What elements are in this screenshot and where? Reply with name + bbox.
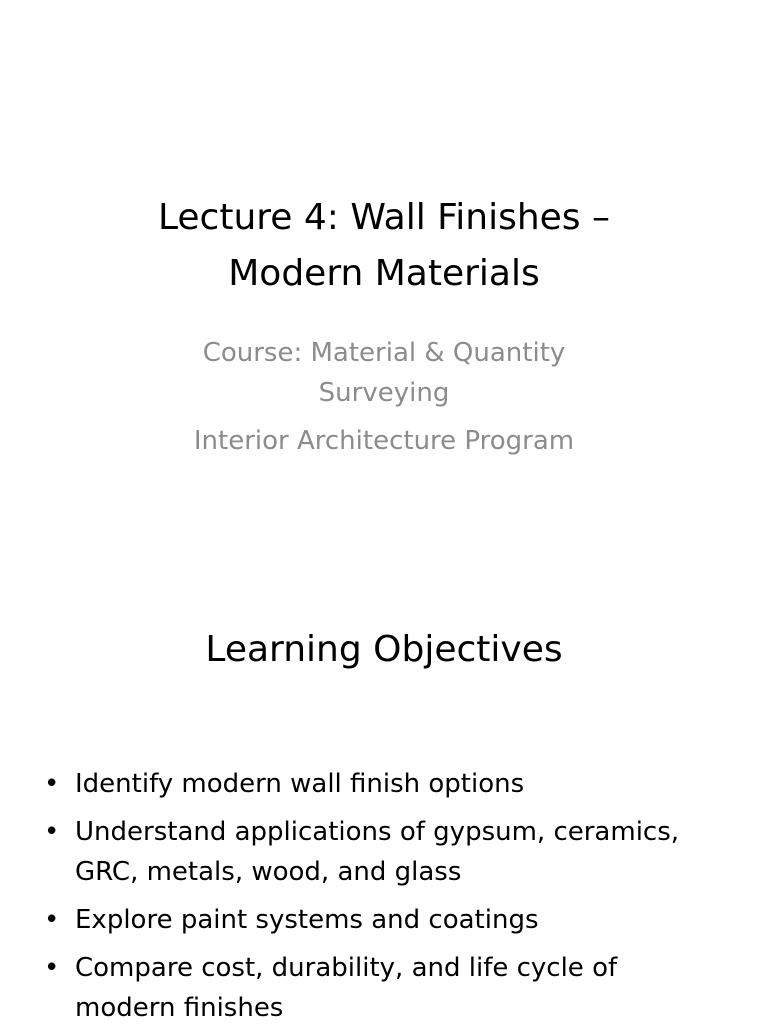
bullet-icon: • <box>44 769 60 799</box>
objective-text-line: GRC, metals, wood, and glass <box>75 857 462 887</box>
course-name-line-2: Surveying <box>318 378 450 408</box>
objective-text-line: Explore paint systems and coatings <box>75 905 539 935</box>
objective-text-line: modern finishes <box>75 993 284 1023</box>
objectives-slide <box>0 576 768 1024</box>
objective-text-line: Identify modern wall finish options <box>75 769 525 799</box>
lecture-subtitle <box>0 333 768 461</box>
objectives-heading: Learning Objectives <box>205 629 563 670</box>
bullet-icon: • <box>44 817 60 847</box>
objectives-list <box>44 764 744 1036</box>
bullet-icon: • <box>44 953 60 983</box>
objective-item <box>44 812 744 892</box>
lecture-title-line-1: Lecture 4: Wall Finishes – <box>157 197 610 238</box>
bullet-icon: • <box>44 905 60 935</box>
objective-text-line: Compare cost, durability, and life cycle of <box>75 953 618 983</box>
lecture-title <box>0 190 768 302</box>
program-name: Interior Architecture Program <box>193 426 575 456</box>
objective-text-line: Understand applications of gypsum, ceramics, <box>75 817 680 847</box>
objective-item <box>44 764 744 804</box>
lecture-title-line-2: Modern Materials <box>228 253 540 294</box>
objective-item <box>44 948 744 1028</box>
course-name-line-1: Course: Material & Quantity <box>202 338 566 368</box>
objective-item <box>44 900 744 940</box>
